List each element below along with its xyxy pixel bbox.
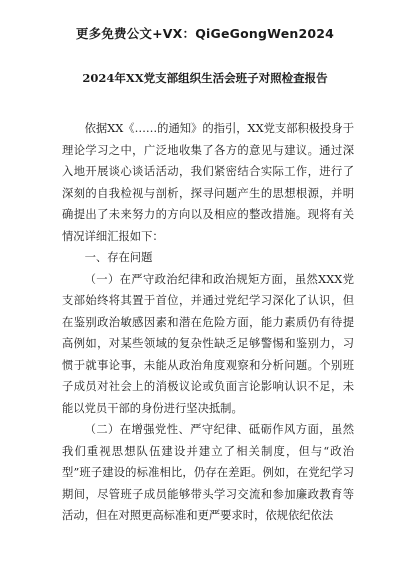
- header-banner: 更多免费公文+VX：QiGeGongWen2024: [75, 26, 335, 41]
- document-body: [62, 118, 354, 527]
- intro-paragraph: 依据XX《……的通知》的指引，XX党支部积极投身于理论学习之中，广泛地收集了各方的意见与建议。通过深入地开展谈心谈话活动，我们紧密结合实际工作，进行了深刻的自我检视与剖析，探寻问题产生的思想根源，并明确提出了未来努力的方向以及相应的整改措施。现将有关情况详细汇报如下：: [62, 122, 354, 243]
- paragraph-political-discipline: （一）在严守政治纪律和政治规矩方面，虽然XXX党支部始终将其置于首位，并通过党纪学习深化了认识，但在鉴别政治敏感因素和潜在危险方面，能力素质仍有待提高例如，对某些领域的复杂性缺乏足够警惕和鉴别力，习惯于就事论事，未能从政治角度观察和分析问题。个别班子成员对社会上的消极议论或负面言论影响认识不足，未能以党员干部的身份进行坚决抵制。: [62, 272, 354, 415]
- paragraph-party-spirit: （二）在增强党性、严守纪律、砥砺作风方面，虽然我们重视思想队伍建设并建立了相关制度，但与“政治型”班子建设的标准相比，仍存在差距。例如，在党纪学习期间，尽管班子成员能够带头学习交流和参加廉政教育等活动，但在对照更高标准和更严要求时，依规依纪依法: [62, 423, 354, 522]
- section-heading-problems: 一、存在问题: [84, 251, 153, 264]
- document-title: 2024年XX党支部组织生活会班子对照检查报告: [82, 71, 328, 85]
